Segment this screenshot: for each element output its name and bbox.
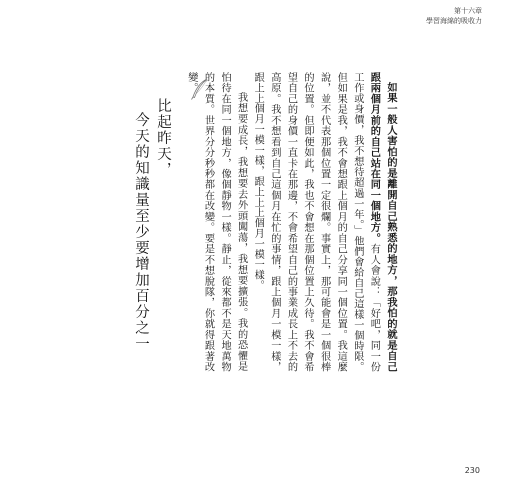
emphasis-text: 如果一般人害怕的是離開自己熟悉的地方，那我怕的就是自己跟兩個月前的自己站在同一個地方。 — [368, 72, 396, 372]
body-text — [182, 72, 398, 372]
page-number: 230 — [464, 466, 480, 475]
paragraph-2: 我想要成長，我想要去外頭闖蕩，我想要擴張。我的恐懼是怕待在同一個地方，像個靜物一樣。靜止，從來都不是天地萬物的本質。世界分分秒秒都在改變。要是不想脫隊，你就得跟著改變。 — [185, 72, 247, 372]
chapter-label: 第十六章 — [454, 7, 482, 15]
feather-pen-icon — [190, 78, 210, 100]
paragraph-1 — [249, 72, 398, 372]
pull-quote-line-1: 比起昨天， — [155, 98, 171, 178]
chapter-title: 學習海綿的吸收力 — [426, 17, 482, 25]
pull-quote — [130, 98, 174, 358]
running-header — [426, 6, 482, 26]
pull-quote-line-2: 今天的知識量至少要增加百分之一 — [133, 112, 149, 352]
paragraph-1-rest: 有人會說：「好吧，同一份工作或身價，我不想待超過一年。」他們會給自己這樣一個時限。但如果是我，我不會想跟上個月的自己分享同一個位置。我這麼說，並不代表那個位置一定很爛。事實上，那可能會是一個很棒的位置。但即便如此，我也不會想在那個位置上久待。我不會希望自己的身價一直卡在那邊，不會希望自己的事業成長上不去的高原。我不想看到自己這個月在忙的事情，跟上個月一模一樣，跟上上個月一模一樣，跟上上上個月一模一樣。 — [252, 72, 380, 372]
